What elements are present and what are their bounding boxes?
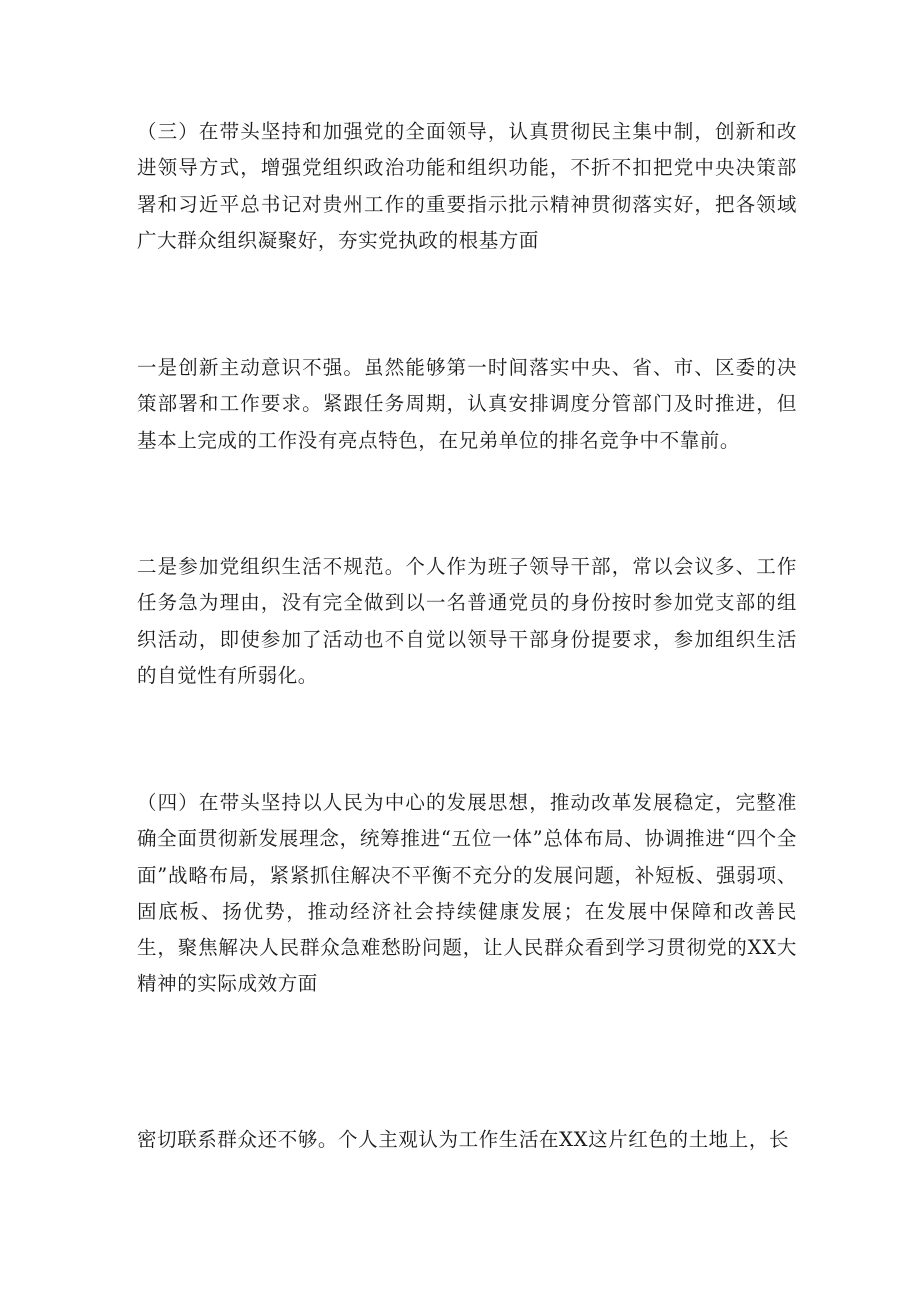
section-heading-four: （四）在带头坚持以人民为中心的发展思想，推动改革发展稳定，完整准确全面贯彻新发展理念，统筹推进“五位一体”总体布局、协调推进“四个全面”战略布局，紧紧抓住解决不平衡不充分的发展问题，补短板、强弱项、固底板、扬优势，推动经济社会持续健康发展；在发展中保障和改善民生，聚焦解决人民群众急难愁盼问题，让人民群众看到学习贯彻党的XX大精神的实际成效方面 xyxy=(137,791,797,996)
paragraph-innovation: 一是创新主动意识不强。虽然能够第一时间落实中央、省、市、区委的决策部署和工作要求。紧跟任务周期，认真安排调度分管部门及时推进，但基本上完成的工作没有亮点特色，在兄弟单位的排名竞争中不靠前。 xyxy=(137,356,797,452)
paragraph-party-life: 二是参加党组织生活不规范。个人作为班子领导干部，常以会议多、工作任务急为理由，没有完全做到以一名普通党员的身份按时参加党支部的组织活动，即使参加了活动也不自觉以领导干部身份提要求，参加组织生活的自觉性有所弱化。 xyxy=(137,555,797,687)
paragraph-mass-contact: 密切联系群众还不够。个人主观认为工作生活在XX这片红色的土地上，长 xyxy=(137,1128,790,1151)
section-heading-three: （三）在带头坚持和加强党的全面领导，认真贯彻民主集中制，创新和改进领导方式，增强党组织政治功能和组织功能，不折不扣把党中央决策部署和习近平总书记对贵州工作的重要指示批示精神贯彻落实好，把各领域广大群众组织凝聚好，夯实党执政的根基方面 xyxy=(137,120,797,252)
